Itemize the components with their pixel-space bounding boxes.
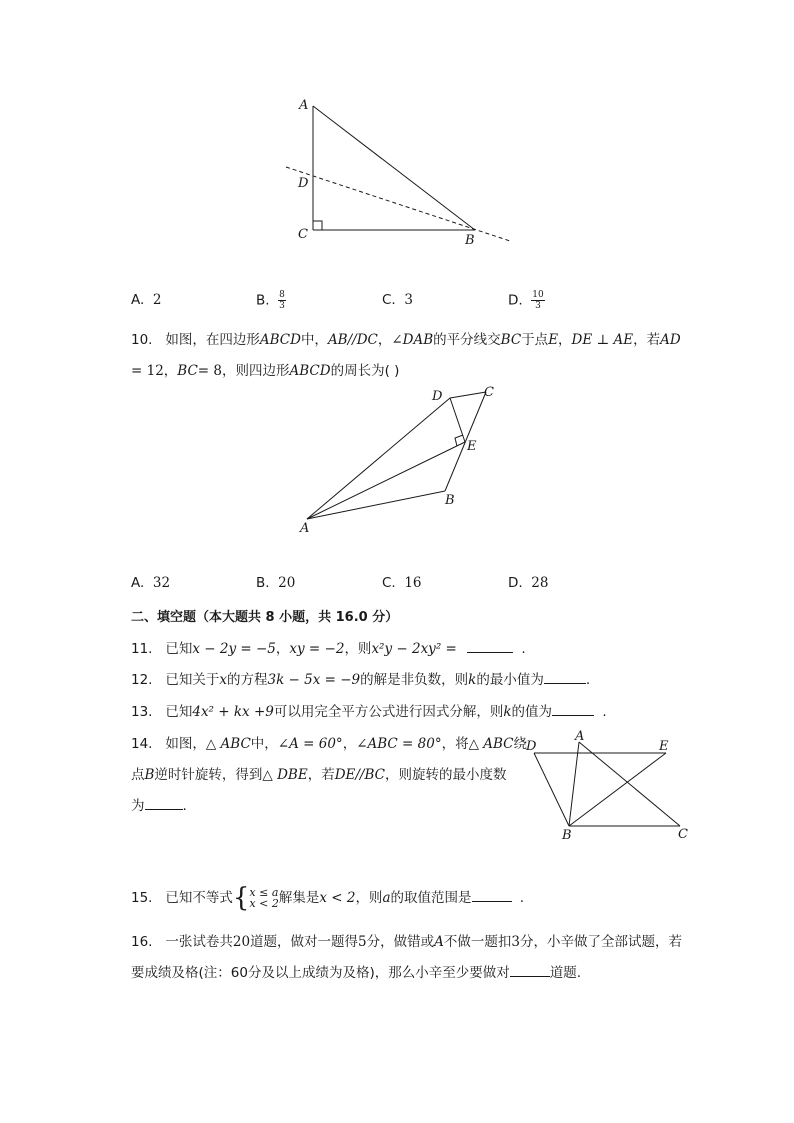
label-c: C xyxy=(484,385,494,400)
question-10-line1: 10. 如图，在四边形ABCD中，AB//DC，∠DAB的平分线交BC于点E，DE ⊥ AE，若AD xyxy=(131,332,681,348)
q9-choice-b[interactable]: B. $\frac{8}{3}$ xyxy=(256,290,285,311)
q9-choices xyxy=(131,290,591,320)
right-angle-mark xyxy=(455,435,463,446)
q9-choice-d[interactable]: D. $\frac{10}{3}$ xyxy=(508,290,544,311)
q10-choice-c[interactable]: C. 16 xyxy=(382,575,422,591)
question-number: 14. xyxy=(131,736,153,752)
question-number: 15. xyxy=(131,890,153,906)
q9-choice-c[interactable]: C. 3 xyxy=(382,292,413,308)
label-a: A xyxy=(300,521,310,536)
answer-blank[interactable] xyxy=(145,809,183,810)
q9-choice-a[interactable]: A. 2 xyxy=(131,292,162,308)
q10-choice-a[interactable]: A. 32 xyxy=(131,575,171,591)
segment-ae xyxy=(307,442,465,519)
segment-be xyxy=(569,753,666,826)
label-c: C xyxy=(678,827,688,842)
figure-q14 xyxy=(520,726,700,846)
q10-choices xyxy=(131,575,591,595)
label-a: A xyxy=(299,98,309,113)
segment-ba xyxy=(307,491,445,519)
label-b: B xyxy=(562,828,572,843)
label-a: A xyxy=(575,729,585,744)
fraction-10-3: $\frac{10}{3}$ xyxy=(532,290,544,311)
answer-blank[interactable] xyxy=(544,683,586,684)
segment-dc xyxy=(450,392,486,398)
label-b: B xyxy=(465,233,475,248)
question-number: 12. xyxy=(131,672,153,688)
question-number: 16. xyxy=(131,934,153,950)
question-14-line1: 14. 如图，△ ABC中，∠A = 60°，∠ABC = 80°，将△ ABC绕 xyxy=(131,736,528,752)
figure-q9 xyxy=(270,90,530,255)
question-number: 13. xyxy=(131,704,153,720)
question-number: 10. xyxy=(131,332,153,348)
right-angle-mark xyxy=(313,221,322,230)
segment-ac xyxy=(579,742,680,826)
label-c: C xyxy=(298,227,308,242)
question-number: 11. xyxy=(131,641,153,657)
answer-blank[interactable] xyxy=(510,976,550,977)
question-10-line2: = 12，BC= 8，则四边形ABCD的周长为( ) xyxy=(131,363,400,379)
answer-blank[interactable] xyxy=(467,652,513,653)
label-e: E xyxy=(467,439,477,454)
label-e: E xyxy=(659,739,669,754)
answer-blank[interactable] xyxy=(552,715,594,716)
answer-blank[interactable] xyxy=(472,901,512,902)
fraction-8-3: $\frac{8}{3}$ xyxy=(279,290,285,311)
question-16-line1: 16. 一张试卷共20道题，做对一题得5分，做错或A不做一题扣3分，小辛做了全部试题，若 xyxy=(131,934,682,950)
question-13: 13. 已知4x² + kx +9可以用完全平方公式进行因式分解，则k的值为 . xyxy=(131,704,607,720)
question-16-line2: 要成绩及格(注：60分及以上成绩为及格)，那么小辛至少要做对 道题. xyxy=(131,965,582,981)
label-d: D xyxy=(432,389,443,404)
question-11: 11. 已知x − 2y = −5，xy = −2，则x²y − 2xy² = . xyxy=(131,641,526,657)
label-b: B xyxy=(445,493,455,508)
question-12: 12. 已知关于x的方程3k − 5x = −9的解是非负数，则k的最小值为 . xyxy=(131,672,591,688)
segment-ab xyxy=(313,106,475,230)
figure-q10 xyxy=(290,380,510,540)
question-15: 15. 已知不等式{ x ≤ a x < 2 解集是x < 2，则a的取值范围是 . xyxy=(131,883,525,913)
segment-cb xyxy=(445,392,486,491)
inequality-system: { x ≤ a x < 2 xyxy=(232,883,279,913)
label-d: D xyxy=(526,739,537,754)
section-heading: 二、填空题（本大题共 8 小题，共 16.0 分） xyxy=(131,610,399,625)
segment-ad xyxy=(307,398,450,519)
q10-choice-d[interactable]: D. 28 xyxy=(508,575,549,591)
question-14-line2: 点B逆时针旋转，得到△ DBE，若DE//BC，则旋转的最小度数 xyxy=(131,767,507,783)
segment-ab xyxy=(569,742,579,826)
question-14-line3: 为 . xyxy=(131,798,187,814)
segment-db xyxy=(534,753,569,826)
label-d: D xyxy=(298,176,309,191)
q10-choice-b[interactable]: B. 20 xyxy=(256,575,296,591)
